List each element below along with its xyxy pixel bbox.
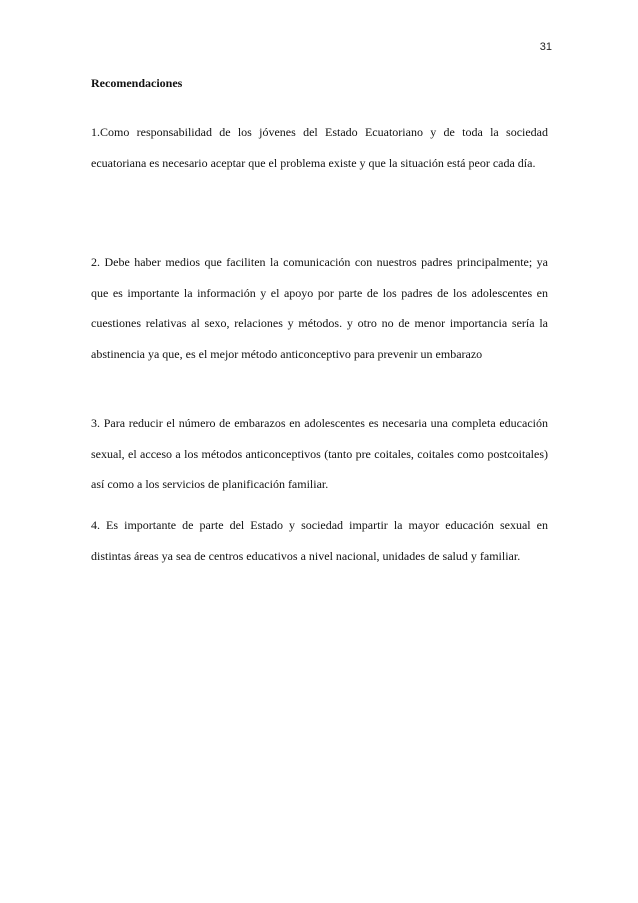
recommendation-paragraph-1: 1.Como responsabilidad de los jóvenes del Estado Ecuatoriano y de toda la sociedad ecuatoriana es necesario aceptar que el problema existe y que la situación está peor cada día. (91, 125, 548, 170)
recommendation-paragraph-3: 3. Para reducir el número de embarazos en adolescentes es necesaria una completa educación sexual, el acceso a los métodos anticonceptivos (tanto pre coitales, coitales como postcoitales) así como a los servicios de planificación familiar. (91, 416, 548, 491)
recommendation-paragraph-4: 4. Es importante de parte del Estado y sociedad impartir la mayor educación sexual en distintas áreas ya sea de centros educativos a nivel nacional, unidades de salud y familiar. (91, 518, 548, 563)
page-number: 31 (539, 41, 552, 53)
section-heading: Recomendaciones (91, 76, 183, 90)
recommendation-paragraph-2: 2. Debe haber medios que faciliten la comunicación con nuestros padres principalmente; ya que es importante la información y el apoyo por parte de los padres de los adolescentes en cuestiones relativas al sexo, relaciones y métodos. y otro no de menor importancia sería la abstinencia ya que, es el mejor método anticonceptivo para prevenir un embarazo (91, 255, 548, 361)
